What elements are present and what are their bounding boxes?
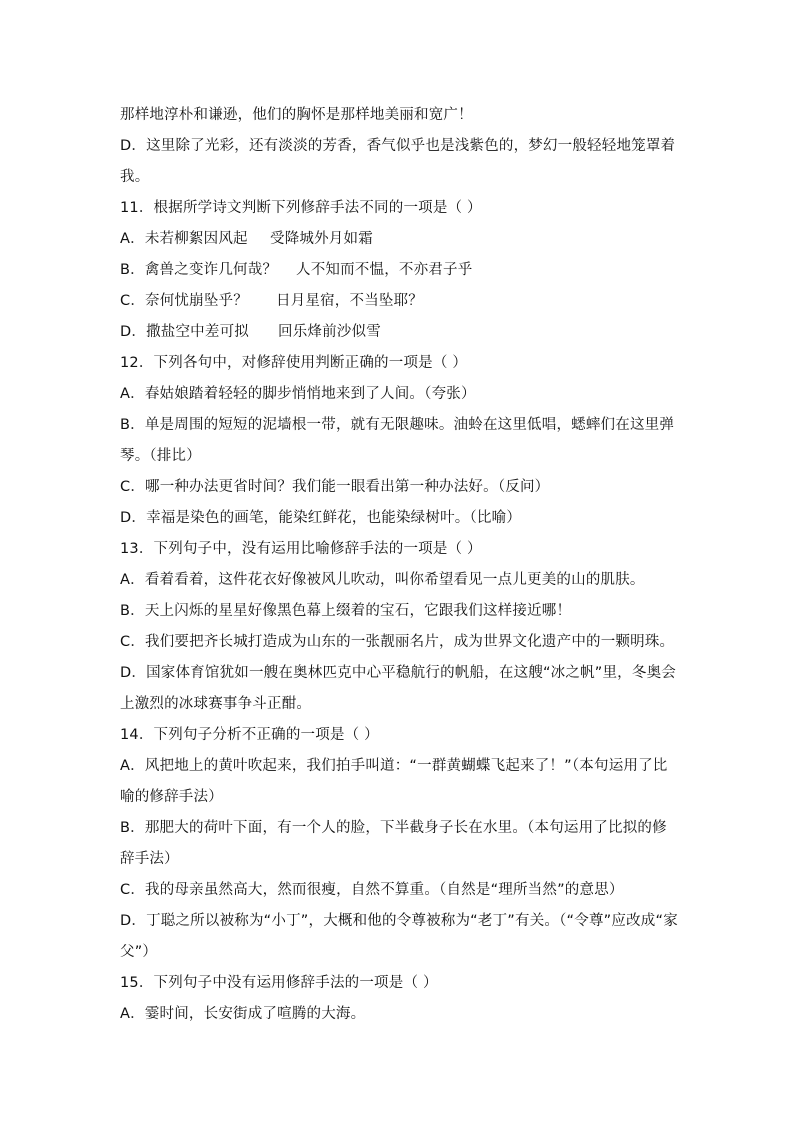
option-c-part1: C．奈何忧崩坠乎？ — [120, 293, 248, 309]
question-13: 13．下列句子中，没有运用比喻修辞手法的一项是（ ） — [120, 541, 482, 557]
option-a: A．风把地上的黄叶吹起来，我们拍手叫道：“一群黄蝴蝶飞起来了！”（本句运用了比 — [120, 758, 668, 774]
option-d: D．国家体育馆犹如一艘在奥林匹克中心平稳航行的帆船，在这艘“冰之帆”里，冬奥会 — [120, 665, 676, 681]
option-b: B．单是周围的短短的泥墙根一带，就有无限趣味。油蛉在这里低唱，蟋蟀们在这里弹 — [120, 417, 675, 433]
option-a: A．霎时间，长安街成了喧腾的大海。 — [120, 1006, 366, 1022]
option-d-part2: 回乐烽前沙似雪 — [278, 324, 381, 340]
option-d: D．这里除了光彩，还有淡淡的芳香，香气似乎也是浅紫色的，梦幻一般轻轻地笼罩着 — [120, 138, 676, 154]
option-d-continued: 父”） — [120, 944, 158, 960]
option-d: D．丁聪之所以被称为“小丁”，大概和他的令尊被称为“老丁”有关。（“令尊”应改成“家 — [120, 913, 678, 929]
option-b: B．天上闪烁的星星好像黑色幕上缀着的宝石，它跟我们这样接近哪！ — [120, 603, 572, 619]
option-c: C．哪一种办法更省时间？我们能一眼看出第一种办法好。（反问） — [120, 479, 550, 495]
option-b-continued: 辞手法） — [120, 851, 179, 867]
option-c: C．我们要把齐长城打造成为山东的一张靓丽名片，成为世界文化遗产中的一颗明珠。 — [120, 634, 675, 650]
question-14: 14．下列句子分析不正确的一项是（ ） — [120, 727, 379, 743]
option-b: B．那肥大的荷叶下面，有一个人的脸，下半截身子长在水里。（本句运用了比拟的修 — [120, 820, 667, 836]
text-line: 我。 — [120, 169, 150, 185]
option-c — [120, 286, 684, 317]
option-a-part1: A．未若柳絮因风起 — [120, 231, 248, 247]
question-15: 15．下列句子中没有运用修辞手法的一项是（ ） — [120, 975, 438, 991]
question-11: 11．根据所学诗文判断下列修辞手法不同的一项是（ ） — [120, 200, 482, 216]
option-a-continued: 喻的修辞手法） — [120, 789, 223, 805]
option-b-part2: 人不知而不愠，不亦君子乎 — [296, 262, 473, 278]
option-b-part1: B．禽兽之变诈几何哉？ — [120, 262, 278, 278]
option-c: C．我的母亲虽然高大，然而很瘦，自然不算重。（自然是“理所当然”的意思） — [120, 882, 624, 898]
option-b — [120, 255, 684, 286]
option-a-part2: 受降城外月如霜 — [270, 231, 373, 247]
option-a: A．春姑娘踏着轻轻的脚步悄悄地来到了人间。（夸张） — [120, 386, 476, 402]
option-d-part1: D．撒盐空中差可拟 — [120, 324, 249, 340]
option-a — [120, 224, 684, 255]
text-line: 那样地淳朴和谦逊，他们的胸怀是那样地美丽和宽广！ — [120, 107, 473, 123]
option-d — [120, 317, 684, 348]
option-a: A．看着看着，这件花衣好像被风儿吹动，叫你希望看见一点儿更美的山的肌肤。 — [120, 572, 645, 588]
question-12: 12．下列各句中，对修辞使用判断正确的一项是（ ） — [120, 355, 468, 371]
option-d: D．幸福是染色的画笔，能染红鲜花，也能染绿树叶。（比喻） — [120, 510, 522, 526]
option-c-part2: 日月星宿，不当坠耶？ — [276, 293, 423, 309]
option-d-continued: 上激烈的冰球赛事争斗正酣。 — [120, 696, 312, 712]
option-b-continued: 琴。（排比） — [120, 448, 201, 464]
